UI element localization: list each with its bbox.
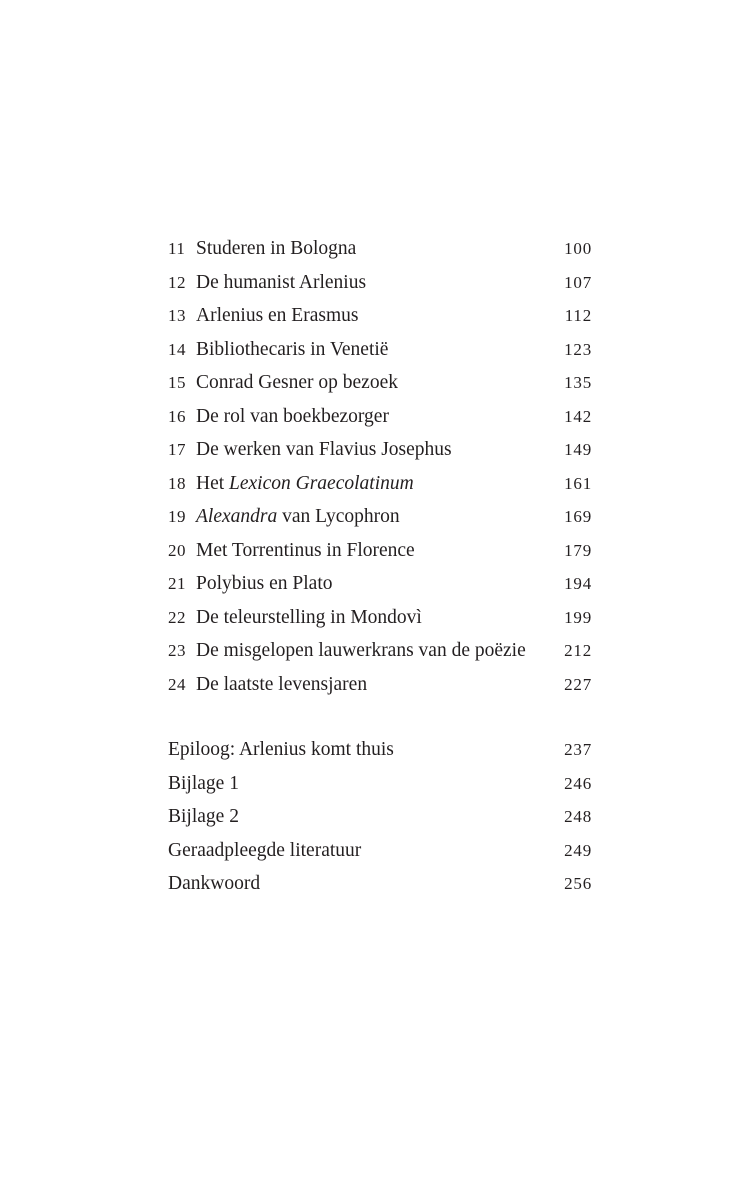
- entry-title: Bijlage 2: [168, 806, 239, 827]
- page-number: 179: [564, 540, 592, 560]
- page-number: 249: [564, 840, 592, 860]
- toc-entry: [168, 236, 592, 270]
- page-number: 227: [564, 674, 592, 694]
- toc-entry: [168, 504, 592, 538]
- back-matter-entry: [168, 771, 592, 805]
- page-number: 246: [564, 773, 592, 793]
- entry-title: Epiloog: Arlenius komt thuis: [168, 739, 394, 760]
- chapter-title: De laatste levensjaren: [196, 673, 368, 695]
- toc-entry: [168, 638, 592, 672]
- chapter-number: 14: [168, 339, 186, 359]
- chapter-number: 12: [168, 272, 186, 292]
- chapter-number: 11: [168, 239, 186, 258]
- page-number: 149: [564, 440, 592, 459]
- page-number: 212: [564, 641, 592, 660]
- chapter-title: De misgelopen lauwerkrans van de poëzie: [196, 640, 526, 661]
- chapter-number: 22: [168, 607, 186, 627]
- back-matter-entry: [168, 871, 592, 905]
- entry-title: Dankwoord: [168, 873, 261, 894]
- chapter-title: Arlenius en Erasmus: [196, 305, 359, 326]
- section-spacer: [168, 705, 592, 737]
- toc-entry: [168, 370, 592, 404]
- page-number: 112: [564, 306, 592, 325]
- chapter-number: 19: [168, 507, 186, 526]
- page-number: 248: [564, 807, 592, 826]
- back-matter-entry: [168, 838, 592, 872]
- chapter-title: Bibliothecaris in Venetië: [196, 338, 389, 360]
- title-italic-text: Alexandra: [196, 506, 278, 527]
- title-italic-text: Lexicon Graecolatinum: [229, 472, 414, 494]
- chapter-title: Polybius en Plato: [196, 573, 333, 594]
- toc-entry: [168, 303, 592, 337]
- chapter-number: 16: [168, 406, 186, 426]
- chapter-number: 13: [168, 306, 186, 325]
- chapter-title: Studeren in Bologna: [196, 238, 357, 259]
- page-number: 123: [564, 339, 592, 359]
- page-number: 100: [564, 239, 592, 258]
- page-number: 142: [564, 406, 592, 426]
- chapter-title: De teleurstelling in Mondovì: [196, 606, 422, 628]
- chapter-number: 17: [168, 440, 186, 459]
- chapter-title: Met Torrentinus in Florence: [196, 539, 415, 561]
- toc-entry: [168, 437, 592, 471]
- chapter-title: De werken van Flavius Josephus: [196, 439, 452, 460]
- title-text: van Lycophron: [277, 506, 400, 527]
- chapter-number: 20: [168, 540, 186, 560]
- page-number: 237: [564, 740, 592, 759]
- toc-entry: [168, 337, 592, 371]
- toc-entry: [168, 672, 592, 706]
- page-number: 256: [564, 874, 592, 893]
- back-matter-entry: [168, 804, 592, 838]
- chapter-title: [196, 506, 400, 527]
- chapter-number: 21: [168, 574, 186, 593]
- chapter-title: De humanist Arlenius: [196, 271, 367, 293]
- page-number: 199: [564, 607, 592, 627]
- chapter-number: 15: [168, 373, 186, 392]
- page-number: 194: [564, 574, 592, 593]
- page-number: 161: [564, 473, 592, 493]
- entry-title: Geraadpleegde literatuur: [168, 839, 362, 861]
- toc-entry: [168, 270, 592, 304]
- page-number: 135: [564, 373, 592, 392]
- chapter-number: 24: [168, 674, 186, 694]
- toc-entry: [168, 538, 592, 572]
- page-number: 107: [564, 272, 592, 292]
- toc-entry: [168, 571, 592, 605]
- table-of-contents: [168, 236, 592, 905]
- title-text: Het: [196, 472, 230, 494]
- toc-entry: [168, 471, 592, 505]
- entry-title: Bijlage 1: [168, 772, 239, 794]
- back-matter-entry: [168, 737, 592, 771]
- chapter-title: Conrad Gesner op bezoek: [196, 372, 398, 393]
- page-number: 169: [564, 507, 592, 526]
- chapter-number: 18: [168, 473, 186, 493]
- toc-entry: [168, 605, 592, 639]
- chapter-title: De rol van boekbezorger: [196, 405, 389, 427]
- chapter-number: 23: [168, 641, 186, 660]
- toc-entry: [168, 404, 592, 438]
- chapter-title: [196, 473, 414, 494]
